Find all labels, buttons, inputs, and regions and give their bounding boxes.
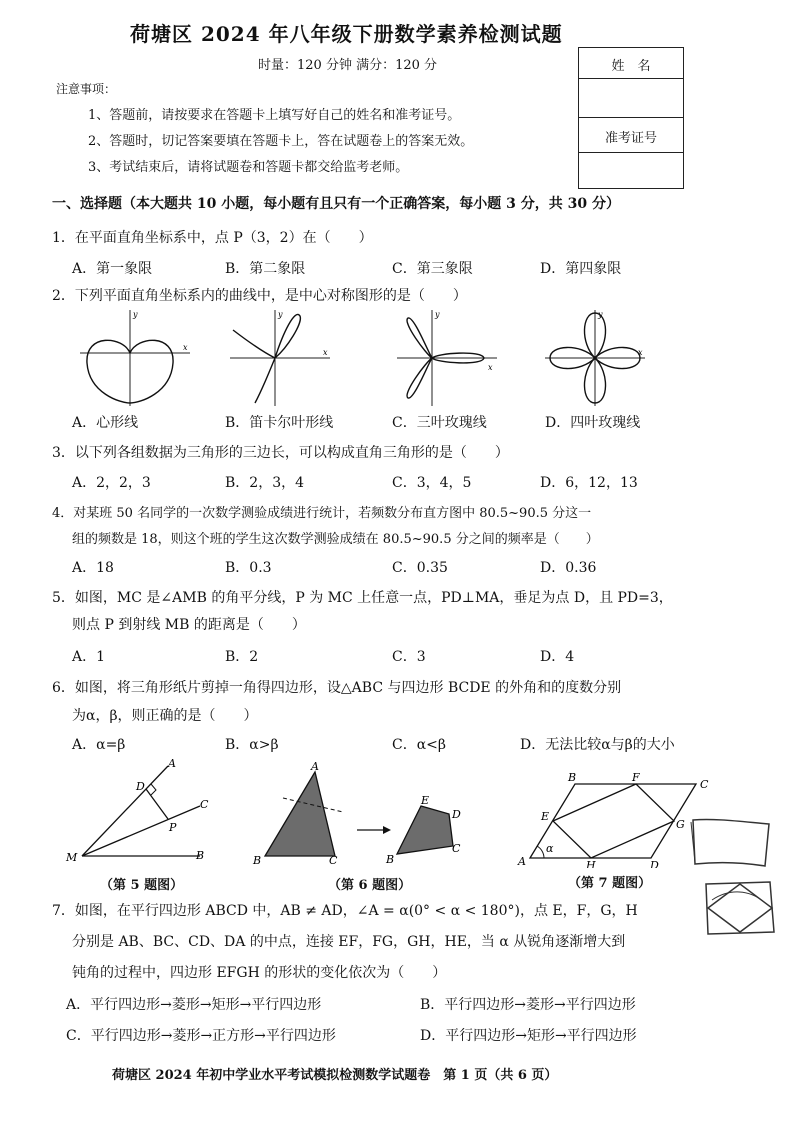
- option: A．心形线: [72, 415, 139, 431]
- y-axis-label: y: [278, 310, 283, 319]
- name-id-box: [578, 47, 684, 189]
- label-c: C: [329, 854, 338, 867]
- note-item: 3、考试结束后，请将试题卷和答题卡都交给监考老师。: [88, 160, 409, 175]
- figure-7-caption: （第 7 题图）: [568, 876, 652, 891]
- option: A．平行四边形→菱形→矩形→平行四边形: [66, 997, 322, 1013]
- label-m: M: [66, 851, 78, 864]
- folium-figure: [225, 308, 335, 408]
- page-footer: 荷塘区 2024 年初中学业水平考试模拟检测数学试题卷 第 1 页（共 6 页）: [112, 1068, 558, 1083]
- option: B．α>β: [225, 737, 279, 753]
- question-7-stem: 7．如图，在平行四边形 ABCD 中，AB ≠ AD，∠A = α(0° < α < 180°)，点 E，F，G，H: [52, 903, 638, 919]
- figure-5-caption: （第 5 题图）: [100, 878, 184, 893]
- option: D．四叶玫瑰线: [545, 415, 641, 431]
- label-f: F: [632, 771, 640, 784]
- label-b: B: [568, 771, 577, 784]
- option: A．18: [72, 560, 114, 576]
- label-d: D: [136, 780, 145, 793]
- label-a: A: [168, 758, 176, 770]
- y-axis-label: y: [133, 310, 138, 319]
- page-title: 荷塘区 2024 年八年级下册数学素养检测试题: [130, 22, 563, 46]
- label-b2: B: [386, 853, 395, 866]
- label-c: C: [200, 798, 209, 811]
- option: A．1: [72, 649, 106, 665]
- exam-time-score: 时量：120 分钟 满分：120 分: [258, 58, 438, 73]
- parallelogram-abcd: [530, 784, 696, 858]
- note-item: 2、答题时，切记答案要填在答题卡上，答在试题卷上的答案无效。: [88, 134, 474, 149]
- x-axis-label: x: [488, 363, 493, 372]
- name-label: 姓 名: [611, 59, 651, 74]
- triangle-abc: [265, 772, 335, 856]
- hand-sketch: [700, 878, 780, 938]
- x-axis-label: x: [183, 343, 188, 352]
- question-2-stem: 2．下列平面直角坐标系内的曲线中，是中心对称图形的是（ ）: [52, 288, 467, 304]
- option: C．三叶玫瑰线: [392, 415, 487, 431]
- note-item: 1、答题前，请按要求在答题卡上填写好自己的姓名和准考证号。: [88, 108, 461, 123]
- ray-ma: [82, 766, 168, 856]
- option: C．第三象限: [392, 261, 473, 277]
- label-d: D: [452, 808, 461, 821]
- label-alpha: α: [546, 842, 554, 855]
- question-3-stem: 3．以下列各组数据为三角形的三边长，可以构成直角三角形的是（ ）: [52, 445, 509, 461]
- option: D．平行四边形→矩形→平行四边形: [420, 1028, 637, 1044]
- id-field[interactable]: [579, 153, 683, 188]
- quadrilateral-bcde: [397, 806, 453, 854]
- question-1-stem: 1．在平面直角坐标系中，点 P（3，2）在（ ）: [52, 230, 373, 246]
- option: C．平行四边形→菱形→正方形→平行四边形: [66, 1028, 336, 1044]
- four-leaf-rose-figure: [540, 308, 650, 408]
- figure-7: [510, 768, 710, 868]
- option: A．第一象限: [72, 261, 153, 277]
- figure-5: [60, 758, 220, 868]
- option: B．2，3，4: [225, 475, 305, 491]
- option: D．第四象限: [540, 261, 622, 277]
- question-4-stem: 4．对某班 50 名同学的一次数学测验成绩进行统计，若频数分布直方图中 80.5~90.5 分这一: [52, 506, 592, 521]
- x-axis-label: x: [638, 348, 643, 357]
- figure-6-caption: （第 6 题图）: [328, 878, 412, 893]
- label-b: B: [253, 854, 262, 867]
- y-axis-label: y: [435, 310, 440, 319]
- y-axis-label: y: [598, 310, 603, 319]
- rose-petal: [407, 318, 432, 358]
- option: A．2，2，3: [72, 475, 151, 491]
- three-leaf-rose-figure: [392, 308, 502, 408]
- x-axis-label: x: [323, 348, 328, 357]
- label-c: C: [700, 778, 709, 791]
- quadrilateral-efgh: [553, 784, 674, 858]
- option: C．α<β: [392, 737, 446, 753]
- section-heading: 一、选择题（本大题共 10 小题，每小题有且只有一个正确答案，每小题 3 分，共 30 分）: [52, 196, 620, 212]
- label-e: E: [541, 810, 550, 823]
- option: C．3，4，5: [392, 475, 472, 491]
- question-7-stem-cont2: 钝角的过程中，四边形 EFGH 的形状的变化依次为（ ）: [72, 965, 447, 981]
- label-e: E: [421, 794, 430, 807]
- figure-6: [245, 758, 475, 868]
- notes-title: 注意事项：: [56, 82, 117, 96]
- question-6-stem: 6．如图，将三角形纸片剪掉一角得四边形，设△ABC 与四边形 BCDE 的外角和的度数分别: [52, 680, 622, 696]
- question-4-stem-cont: 组的频数是 18，则这个班的学生这次数学测验成绩在 80.5~90.5 分之间的频率是（ ）: [72, 532, 599, 547]
- label-a: A: [311, 760, 319, 773]
- question-5-stem-cont: 则点 P 到射线 MB 的距离是（ ）: [72, 617, 306, 633]
- option: B．0.3: [225, 560, 272, 576]
- hand-sketch: [685, 812, 775, 872]
- label-d: D: [650, 859, 659, 868]
- label-b: B: [196, 849, 205, 862]
- label-c2: C: [452, 842, 461, 855]
- ray-mc: [82, 806, 200, 856]
- folium-curve: [233, 314, 300, 403]
- label-g: G: [676, 818, 685, 831]
- option: D．0.36: [540, 560, 597, 576]
- question-6-stem-cont: 为α，β，则正确的是（ ）: [72, 708, 258, 724]
- segment-pd: [146, 789, 168, 819]
- id-label: 准考证号: [604, 131, 657, 146]
- option: A．α=β: [72, 737, 126, 753]
- question-5-stem: 5．如图，MC 是∠AMB 的角平分线，P 为 MC 上任意一点，PD⊥MA，垂足为点 D，且 PD=3，: [52, 590, 673, 606]
- angle-alpha-arc: [537, 846, 544, 858]
- right-angle-mark: [151, 784, 156, 795]
- cardioid-figure: [75, 308, 195, 408]
- option: B．2: [225, 649, 259, 665]
- name-field[interactable]: [579, 79, 683, 118]
- option: B．平行四边形→菱形→平行四边形: [420, 997, 636, 1013]
- option: B．第二象限: [225, 261, 306, 277]
- option: D．4: [540, 649, 575, 665]
- label-h: H: [586, 859, 596, 868]
- label-a: A: [518, 855, 526, 868]
- question-7-stem-cont: 分别是 AB、BC、CD、DA 的中点，连接 EF，FG，GH，HE，当 α 从锐角逐渐增大到: [72, 934, 626, 950]
- option: B．笛卡尔叶形线: [225, 415, 334, 431]
- option: D．6，12，13: [540, 475, 638, 491]
- arrow-icon: [383, 826, 391, 834]
- option: C．3: [392, 649, 426, 665]
- label-p: P: [169, 821, 177, 834]
- rose-petal: [407, 358, 432, 398]
- option: D．无法比较α与β的大小: [520, 737, 675, 753]
- option: C．0.35: [392, 560, 448, 576]
